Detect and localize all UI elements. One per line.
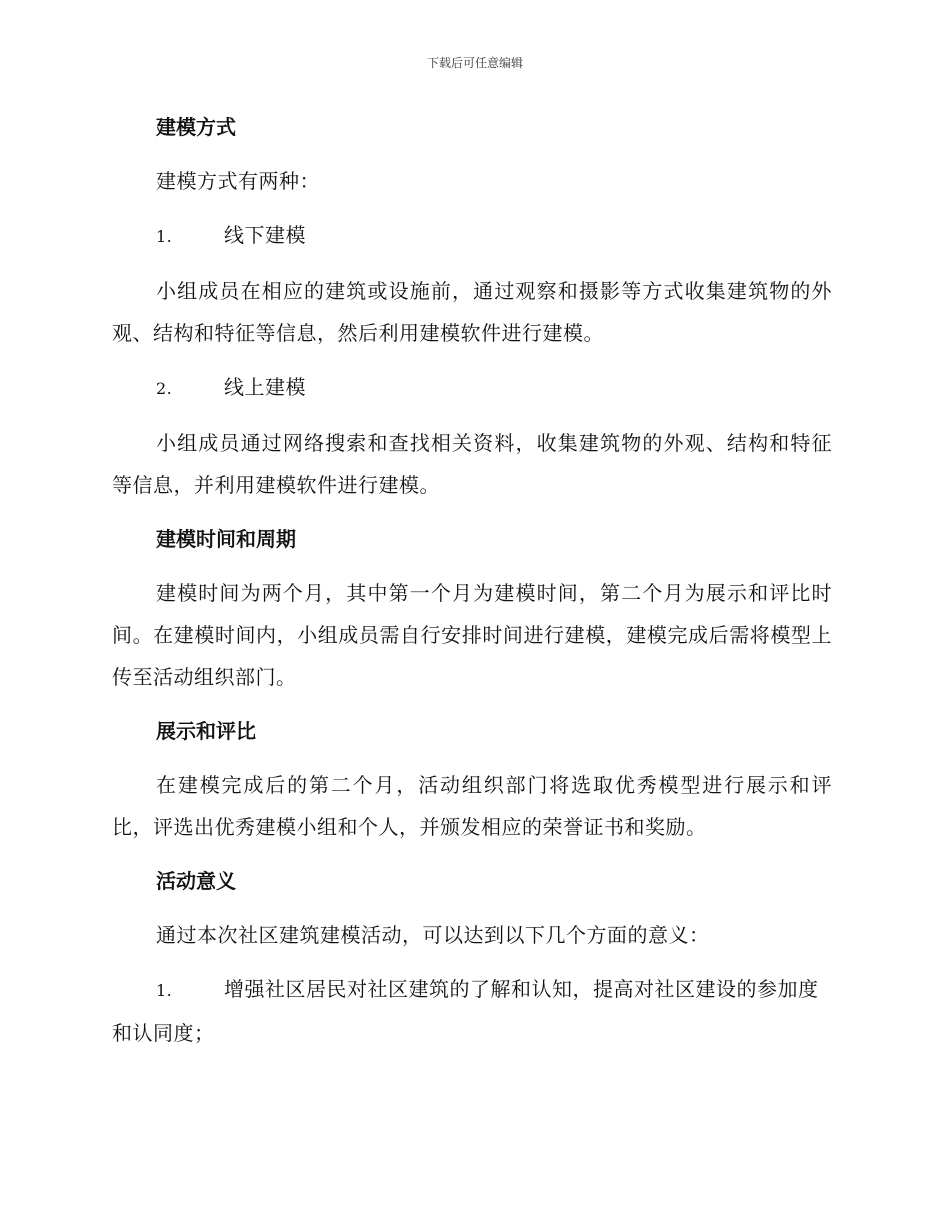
section-heading-modeling-time: 建模时间和周期: [156, 527, 296, 551]
section-heading-showcase: 展示和评比: [156, 719, 256, 743]
paragraph-modeling-time: 建模时间为两个月，其中第一个月为建模时间，第二个月为展示和评比时间。在建模时间内，小组成员需自行安排时间进行建模，建模完成后需将模型上传至活动组织部门。: [112, 581, 832, 689]
paragraph-offline-modeling: 小组成员在相应的建筑或设施前，通过观察和摄影等方式收集建筑物的外观、结构和特征等信息，然后利用建模软件进行建模。: [112, 279, 832, 345]
section-heading-modeling-method: 建模方式: [156, 115, 236, 139]
list-item-text: 增强社区居民对社区建筑的了解和认知，提高对社区建设的参加度和认同度；: [112, 977, 819, 1045]
list-item-label: 线下建模: [224, 223, 306, 247]
paragraph-significance-intro: 通过本次社区建筑建模活动，可以达到以下几个方面的意义：: [156, 923, 710, 947]
paragraph-modeling-intro: 建模方式有两种：: [156, 169, 320, 193]
page-header: 下载后可任意编辑: [426, 56, 523, 70]
list-item-significance-1: [112, 968, 832, 1054]
list-number: 2.: [156, 379, 173, 398]
paragraph-showcase: 在建模完成后的第二个月，活动组织部门将选取优秀模型进行展示和评比，评选出优秀建模小组和个人，并颁发相应的荣誉证书和奖励。: [112, 773, 832, 839]
list-number: 1.: [156, 981, 173, 1000]
section-heading-significance: 活动意义: [156, 869, 236, 893]
list-item-label: 线上建模: [224, 375, 306, 399]
list-item-offline-modeling: [112, 214, 832, 258]
list-item-online-modeling: [112, 366, 832, 410]
document-body: [112, 106, 832, 1066]
paragraph-online-modeling: 小组成员通过网络搜索和查找相关资料，收集建筑物的外观、结构和特征等信息，并利用建模软件进行建模。: [112, 431, 832, 497]
list-number: 1.: [156, 227, 173, 246]
